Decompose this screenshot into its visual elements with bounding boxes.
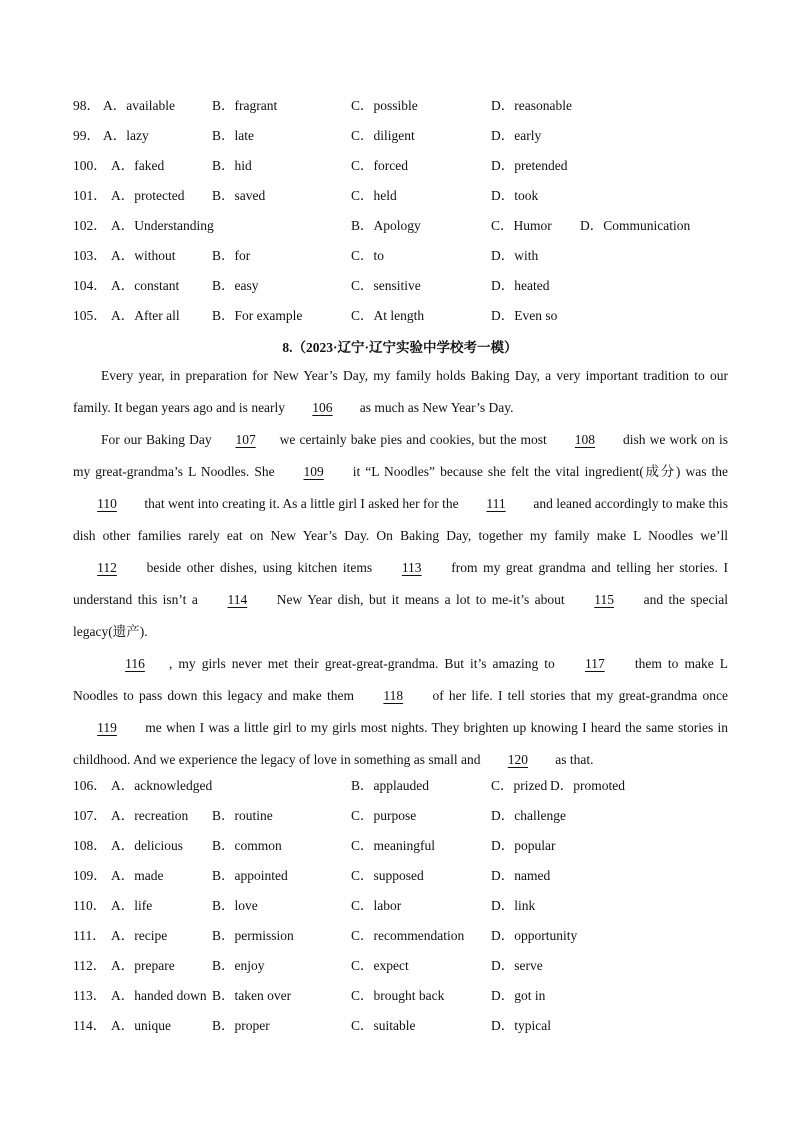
passage-text: as much as New Year’s Day.	[356, 400, 514, 415]
option-d: D．named	[491, 868, 551, 883]
option-a: A．constant	[111, 278, 180, 293]
option-d: D．early	[491, 128, 542, 143]
option-d: D．reasonable	[491, 98, 572, 113]
question-number: 108．	[73, 838, 107, 853]
option-c: C．prized	[491, 778, 548, 793]
blank-115: 115	[594, 592, 615, 607]
option-b: B．hid	[212, 158, 252, 173]
option-a: A．lazy	[103, 128, 149, 143]
blank-108: 108	[574, 432, 596, 447]
paragraph-3	[73, 648, 728, 776]
passage-text: me when I was a little girl to my girls most nights. They brighten up knowing I heard the same stories in childhood. And we experience the legacy of love in something as small and	[73, 720, 728, 767]
question-number: 100．	[73, 158, 107, 173]
blank-109: 109	[303, 464, 324, 479]
option-d: D．got in	[491, 988, 546, 1003]
option-d: D．promoted	[550, 778, 625, 793]
option-c: C．recommendation	[351, 928, 465, 943]
option-d: D．challenge	[491, 808, 566, 823]
option-b: B．taken over	[212, 988, 292, 1003]
option-b: B．proper	[212, 1018, 270, 1033]
option-a: A．life	[111, 898, 153, 913]
option-d: D．with	[491, 248, 539, 263]
question-number: 104．	[73, 278, 107, 293]
option-c: C．Humor	[491, 218, 552, 233]
option-b: B．applauded	[351, 778, 429, 793]
passage-text: beside other dishes, using kitchen items	[141, 560, 378, 575]
option-c: C．forced	[351, 158, 408, 173]
blank-110: 110	[97, 496, 117, 511]
option-a: A．faked	[111, 158, 165, 173]
blank-120: 120	[507, 752, 529, 767]
option-a: A．delicious	[111, 838, 183, 853]
question-number: 110．	[73, 898, 107, 913]
option-d: D．typical	[491, 1018, 551, 1033]
blank-118: 118	[383, 688, 404, 703]
option-d: D．Communication	[580, 218, 691, 233]
option-d: D．took	[491, 188, 539, 203]
option-b: B．enjoy	[212, 958, 265, 973]
blank-119: 119	[97, 720, 117, 735]
option-d: D．link	[491, 898, 536, 913]
option-d: D．opportunity	[491, 928, 578, 943]
option-b: B．permission	[212, 928, 294, 943]
passage-text: For our Baking Day	[101, 432, 212, 447]
option-a: A．protected	[111, 188, 185, 203]
passage-text: dish we work on is my great-grandma’s L Noodles. She	[73, 432, 728, 479]
blank-116: 116	[125, 656, 145, 671]
option-b: B．common	[212, 838, 282, 853]
option-b: B．Apology	[351, 218, 421, 233]
option-c: C．supposed	[351, 868, 424, 883]
blank-117: 117	[584, 656, 605, 671]
question-number: 114．	[73, 1018, 107, 1033]
option-c: C．diligent	[351, 128, 415, 143]
question-number: 105．	[73, 308, 107, 323]
option-d: D．popular	[491, 838, 556, 853]
question-number: 102．	[73, 218, 107, 233]
option-a: A．made	[111, 868, 164, 883]
option-b: B．love	[212, 898, 258, 913]
option-b: B．fragrant	[212, 98, 278, 113]
option-a: A．acknowledged	[111, 778, 213, 793]
cloze-passage	[73, 360, 728, 776]
question-number: 111．	[73, 928, 106, 943]
option-a: A．available	[103, 98, 175, 113]
passage-text: from my great grandma and telling her stories. I understand this isn’t a	[73, 560, 728, 607]
option-d: D．heated	[491, 278, 550, 293]
blank-107: 107	[235, 432, 256, 447]
paragraph-2	[73, 424, 728, 648]
option-c: C．purpose	[351, 808, 417, 823]
option-a: A．unique	[111, 1018, 171, 1033]
blank-113: 113	[401, 560, 422, 575]
option-b: B．appointed	[212, 868, 288, 883]
option-a: A．After all	[111, 308, 180, 323]
question-number: 106．	[73, 778, 107, 793]
option-b: B．late	[212, 128, 254, 143]
option-c: C．possible	[351, 98, 418, 113]
option-b: B．easy	[212, 278, 259, 293]
option-c: C．suitable	[351, 1018, 416, 1033]
section-heading: 8.（2023·辽宁·辽宁实验中学校考一模）	[282, 340, 518, 355]
question-number: 101．	[73, 188, 107, 203]
question-number: 98．	[73, 98, 100, 113]
option-c: C．expect	[351, 958, 409, 973]
option-c: C．held	[351, 188, 397, 203]
option-a: A．prepare	[111, 958, 175, 973]
option-a: A．Understanding	[111, 218, 214, 233]
blank-114: 114	[227, 592, 248, 607]
passage-text: we certainly bake pies and cookies, but the most	[279, 432, 551, 447]
question-number: 99．	[73, 128, 100, 143]
option-b: B．routine	[212, 808, 273, 823]
passage-text: as that.	[551, 752, 594, 767]
option-d: D．serve	[491, 958, 543, 973]
option-b: B．For example	[212, 308, 303, 323]
option-a: A．recipe	[111, 928, 168, 943]
paragraph-1	[73, 360, 728, 424]
option-a: A．handed down	[111, 988, 207, 1003]
question-number: 103．	[73, 248, 107, 263]
question-number: 113．	[73, 988, 107, 1003]
question-number: 107．	[73, 808, 107, 823]
option-b: B．saved	[212, 188, 266, 203]
option-c: C．sensitive	[351, 278, 421, 293]
passage-text: them to make L Noodles to pass down this legacy and make them	[73, 656, 728, 703]
option-c: C．to	[351, 248, 385, 263]
option-a: A．recreation	[111, 808, 189, 823]
blank-111: 111	[486, 496, 506, 511]
blank-106: 106	[312, 400, 333, 415]
passage-text: New Year dish, but it means a lot to me-it’s about	[271, 592, 571, 607]
option-d: D．pretended	[491, 158, 568, 173]
passage-text: and the special legacy(遗产).	[73, 592, 728, 639]
passage-text: and leaned accordingly to make this dish other families rarely eat on New Year’s Day. On Baking Day, together my family make L Noodles we’ll	[73, 496, 728, 543]
passage-text: it “L Noodles” because she felt the vital ingredient(成分) was the	[347, 464, 728, 479]
passage-text: of her life. I tell stories that my great-grandma once	[427, 688, 728, 703]
question-number: 109．	[73, 868, 107, 883]
option-c: C．brought back	[351, 988, 445, 1003]
option-a: A．without	[111, 248, 176, 263]
option-d: D．Even so	[491, 308, 558, 323]
passage-text: , my girls never met their great-great-grandma. But it’s amazing to	[169, 656, 561, 671]
option-c: C．meaningful	[351, 838, 435, 853]
question-number: 112．	[73, 958, 107, 973]
option-c: C．labor	[351, 898, 402, 913]
option-b: B．for	[212, 248, 251, 263]
blank-112: 112	[97, 560, 117, 575]
passage-text: that went into creating it. As a little girl I asked her for the	[141, 496, 463, 511]
option-c: C．At length	[351, 308, 425, 323]
passage-text: Every year, in preparation for New Year’s Day, my family holds Baking Day, a very important tradition to our family. It began years ago and is nearly	[73, 368, 728, 415]
